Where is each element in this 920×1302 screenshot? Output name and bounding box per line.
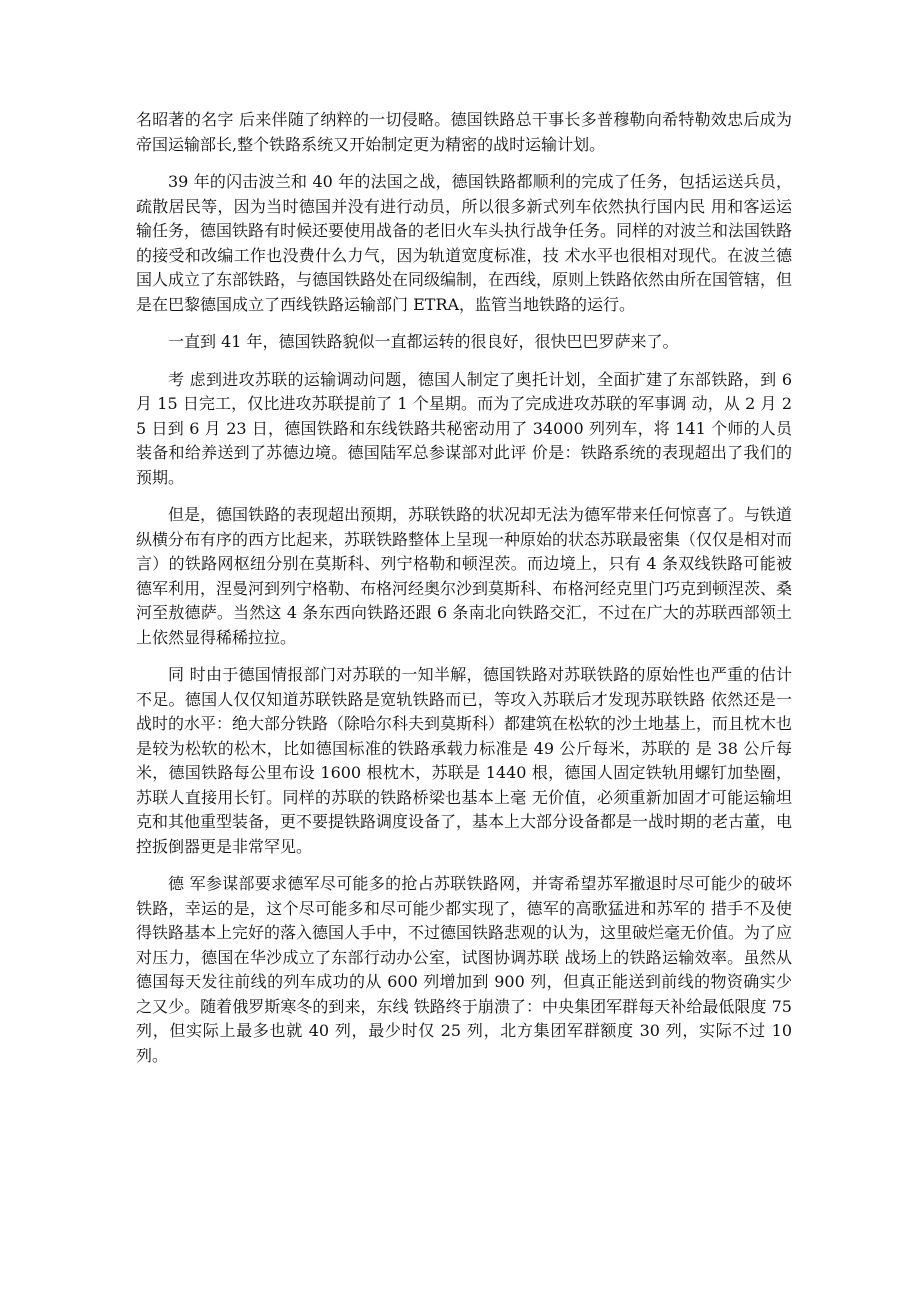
paragraph-1941-summary: 一直到 41 年，德国铁路貌似一直都运转的很良好，很快巴巴罗萨来了。 bbox=[168, 332, 679, 351]
paragraph-soviet-railways: 但是，德国铁路的表现超出预期，苏联铁路的状况却无法为德军带来任何惊喜了。与铁道纵横分布有序的西方比起来，苏联铁路整体上呈现一种原始的状态苏联最密集（仅仅是相对而言）的铁路网枢纽分别在莫斯科、列宁格勒和顿涅茨。而边境上，只有 4 条双线铁路可能被德军利用，涅曼河到列宁格勒、布格河经奥尔沙到莫斯科、布格河经克里门巧克到顿涅茨、桑河至敖德萨。当然这 4 条东西向铁路还跟 6 条南北向铁路交汇，不过在广大的苏联西部领土上依然显得稀稀拉拉。 bbox=[136, 505, 793, 647]
paragraph-intelligence-underestimate: 同 时由于德国情报部门对苏联的一知半解，德国铁路对苏联铁路的原始性也严重的估计不足。德国人仅仅知道苏联铁路是宽轨铁路而已，等攻入苏联后才发现苏联铁路 依然还是一战时的水平：绝大部分铁路（除哈尔科夫到莫斯科）都建筑在松软的沙土地基上，而且枕木也是较为松软的松木，比如德国标准的铁路承载力标准是 49 公斤每米，苏联的 是 38 公斤每米，德国铁路每公里布设 1600 根枕木，苏联是 1440 根，德国人固定铁轨用螺钉加垫圈，苏联人直接用长钉。同样的苏联的铁路桥梁也基本上毫 无价值，必须重新加固才可能运输坦克和其他重型装备，更不要提铁路调度设备了，基本上大部分设备都是一战时期的老古董，电控扳倒器更是非常罕见。 bbox=[136, 665, 793, 856]
paragraph-otto-plan: 考 虑到进攻苏联的运输调动问题，德国人制定了奥托计划，全面扩建了东部铁路，到 6 月 15 日完工，仅比进攻苏联提前了 1 个星期。而为了完成进攻苏联的军事调 动，从 2 月 25 日到 6 月 23 日，德国铁路和东线铁路共秘密动用了 34000 列列车，将 141 个师的人员装备和给养送到了苏德边境。德国陆军总参谋部对此评 价是：铁路系统的表现超出了我们的预期。 bbox=[136, 369, 792, 487]
paragraph-collapse: 德 军参谋部要求德军尽可能多的抢占苏联铁路网，并寄希望苏军撤退时尽可能少的破坏铁路，幸运的是，这个尽可能多和尽可能少都实现了，德军的高歌猛进和苏军的 措手不及使得铁路基本上完好的落入德国人手中，不过德国铁路悲观的认为，这里破烂毫无价值。为了应对压力，德国在华沙成立了东部行动办公室，试图协调苏联 战场上的铁路运输效率。虽然从德国每天发往前线的列车成功的从 600 列增加到 900 列，但真正能送到前线的物资确实少之又少。随着俄罗斯寒冬的到来，东线 铁路终于崩溃了：中央集团军群每天补给最低限度 75 列，但实际上最多也就 40 列，最少时仅 25 列，北方集团军群额度 30 列，实际不过 10 列。 bbox=[136, 874, 793, 1065]
document-page bbox=[136, 108, 792, 1081]
paragraph-1940-campaigns: 39 年的闪击波兰和 40 年的法国之战，德国铁路都顺利的完成了任务，包括运送兵员，疏散居民等，因为当时德国并没有进行动员，所以很多新式列车依然执行国内民 用和客运运输任务，德国铁路有时候还要使用战备的老旧火车头执行战争任务。同样的对波兰和法国铁路的接受和改编工作也没费什么力气，因为轨道宽度标准，技 术水平也很相对现代。在波兰德国人成立了东部铁路，与德国铁路处在同级编制，在西线，原则上铁路依然由所在国管辖，但是在巴黎德国成立了西线铁路运输部门 ETRA，监管当地铁路的运行。 bbox=[136, 172, 793, 314]
paragraph-continuation: 名昭著的名字 后来伴随了纳粹的一切侵略。德国铁路总干事长多普穆勒向希特勒效忠后成为帝国运输部长,整个铁路系统又开始制定更为精密的战时运输计划。 bbox=[136, 110, 792, 154]
